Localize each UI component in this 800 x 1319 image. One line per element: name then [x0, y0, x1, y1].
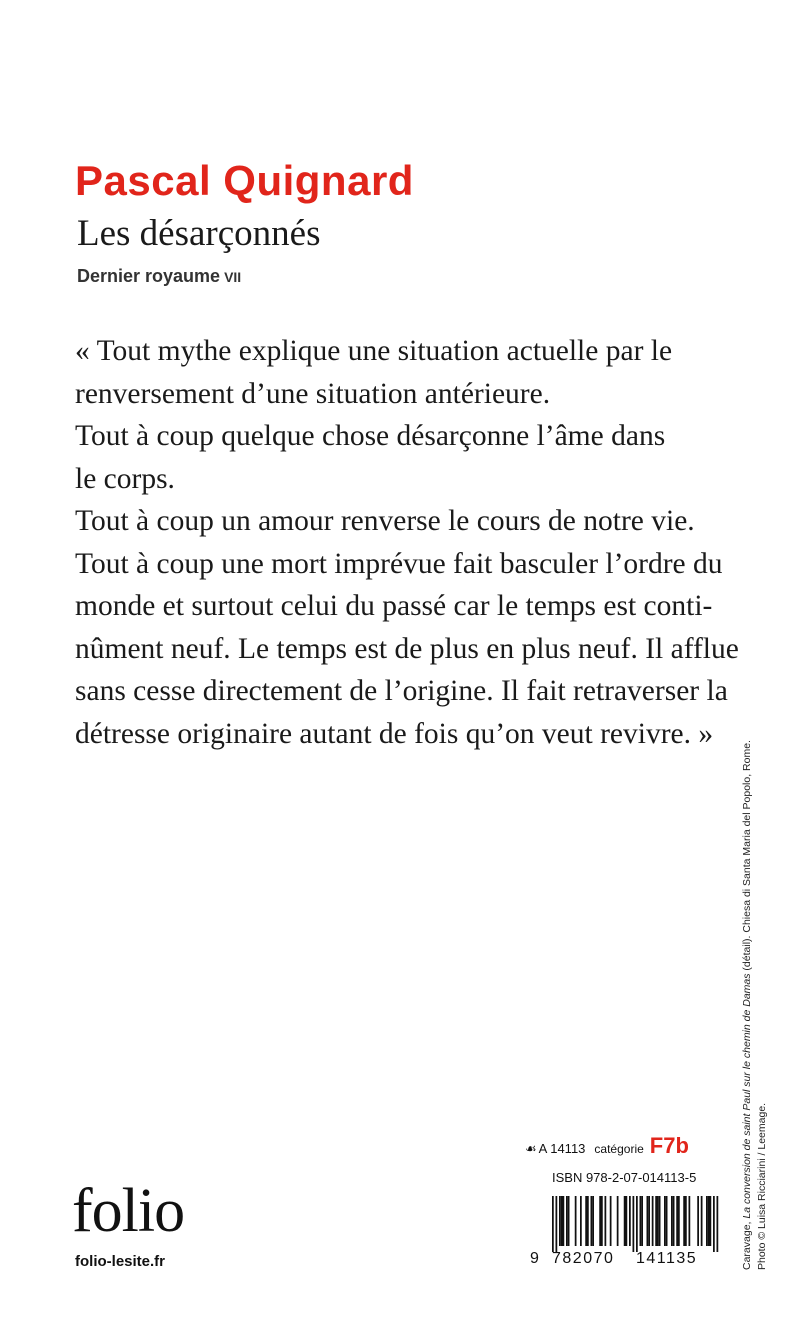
barcode-digits — [530, 1250, 720, 1268]
barcode-bar — [664, 1196, 666, 1246]
barcode-bar — [671, 1196, 673, 1246]
quote-line: Tout à coup un amour renverse le cours de notre vie. — [75, 505, 695, 537]
barcode-bar — [640, 1196, 642, 1246]
barcode-digit-first: 9 — [530, 1250, 539, 1267]
barcode-bar — [689, 1196, 691, 1246]
quote-line: monde et surtout celui du passé car le temps est conti- — [75, 590, 713, 622]
author-name: Pascal Quignard — [75, 157, 414, 204]
barcode-bar — [657, 1196, 659, 1246]
barcode-digits-left: 782070 — [552, 1250, 615, 1267]
credit-line-1: Caravage, La conversion de saint Paul sur le chemin de Damas (détail). Chiesa di Santa Maria del Popolo, Rome. — [741, 740, 753, 1270]
barcode-bar — [580, 1196, 582, 1246]
barcode-bar — [673, 1196, 675, 1246]
category-label: catégorie — [594, 1142, 644, 1156]
series-volume: VII — [224, 269, 242, 285]
isbn: ISBN 978-2-07-014113-5 — [552, 1170, 697, 1185]
barcode-bar — [697, 1196, 699, 1246]
barcode-bar — [655, 1196, 657, 1246]
barcode-bar — [599, 1196, 601, 1246]
barcode-bar — [659, 1196, 661, 1246]
barcode-bar — [633, 1196, 635, 1252]
barcode-bar — [708, 1196, 710, 1246]
barcode-digits-right: 141135 — [636, 1250, 698, 1267]
dingbat-glyph-icon: ☙ — [525, 1141, 537, 1156]
barcode-bar — [629, 1196, 631, 1246]
series-name: Dernier royaume — [77, 266, 221, 286]
series-title — [77, 267, 241, 285]
barcode-bar — [566, 1196, 568, 1246]
barcode-bar — [701, 1196, 703, 1246]
barcode-bar — [683, 1196, 685, 1246]
barcode-bar — [605, 1196, 607, 1246]
barcode-bar — [666, 1196, 668, 1246]
back-cover-quote — [75, 330, 739, 755]
folio-logo: folio — [72, 1177, 185, 1245]
cover-image-credit — [740, 740, 770, 1270]
barcode-bar — [592, 1196, 594, 1246]
quote-line: Tout à coup quelque chose désarçonne l’âme dans — [75, 420, 666, 452]
quote-line: le corps. — [75, 462, 175, 495]
barcode-bar — [575, 1196, 577, 1246]
publisher-website: folio-lesite.fr — [75, 1253, 166, 1270]
barcode-bar — [647, 1196, 649, 1246]
quote-line: « Tout mythe explique une situation actuelle par le — [75, 335, 673, 367]
quote-line: détresse originaire autant de fois qu’on veut revivre. » — [75, 717, 714, 750]
barcode-bar — [652, 1196, 654, 1246]
barcode-bar — [710, 1196, 712, 1246]
barcode-bar — [563, 1196, 565, 1246]
barcode-bar — [685, 1196, 687, 1246]
barcode-bar — [610, 1196, 612, 1246]
catalog-line — [525, 1133, 689, 1159]
barcode-bar — [678, 1196, 680, 1246]
barcode-bar — [636, 1196, 638, 1252]
barcode-bar — [713, 1196, 715, 1252]
ean-barcode — [530, 1196, 720, 1252]
barcode-bar — [552, 1196, 554, 1252]
barcode-bar — [561, 1196, 563, 1246]
credit-line-2: Photo © Luisa Ricciarini / Leemage. — [756, 1102, 768, 1270]
barcode-bar — [591, 1196, 593, 1246]
book-title: Les désarçonnés — [77, 213, 321, 254]
barcode-bar — [626, 1196, 628, 1246]
barcode-bar — [717, 1196, 719, 1252]
quote-line: nûment neuf. Le temps est de plus en plus neuf. Il afflue — [75, 632, 739, 665]
barcode-bar — [556, 1196, 558, 1252]
quote-line: renversement d’une situation antérieure. — [75, 377, 551, 410]
barcode-bar — [706, 1196, 708, 1246]
barcode-bar — [601, 1196, 603, 1246]
barcode-bar — [585, 1196, 587, 1246]
barcode-bar — [641, 1196, 643, 1246]
barcode-bar — [559, 1196, 561, 1246]
barcode-bar — [648, 1196, 650, 1246]
quote-line: sans cesse directement de l’origine. Il fait retraverser la — [75, 675, 728, 707]
barcode-bar — [568, 1196, 570, 1246]
barcode-bar — [617, 1196, 619, 1246]
barcode-bar — [676, 1196, 678, 1246]
barcode-bar — [624, 1196, 626, 1246]
category-code: F7b — [649, 1133, 689, 1158]
catalog-code: A 14113 — [538, 1141, 586, 1156]
quote-line: Tout à coup une mort imprévue fait basculer l’ordre du — [75, 547, 723, 580]
barcode-bar — [587, 1196, 589, 1246]
